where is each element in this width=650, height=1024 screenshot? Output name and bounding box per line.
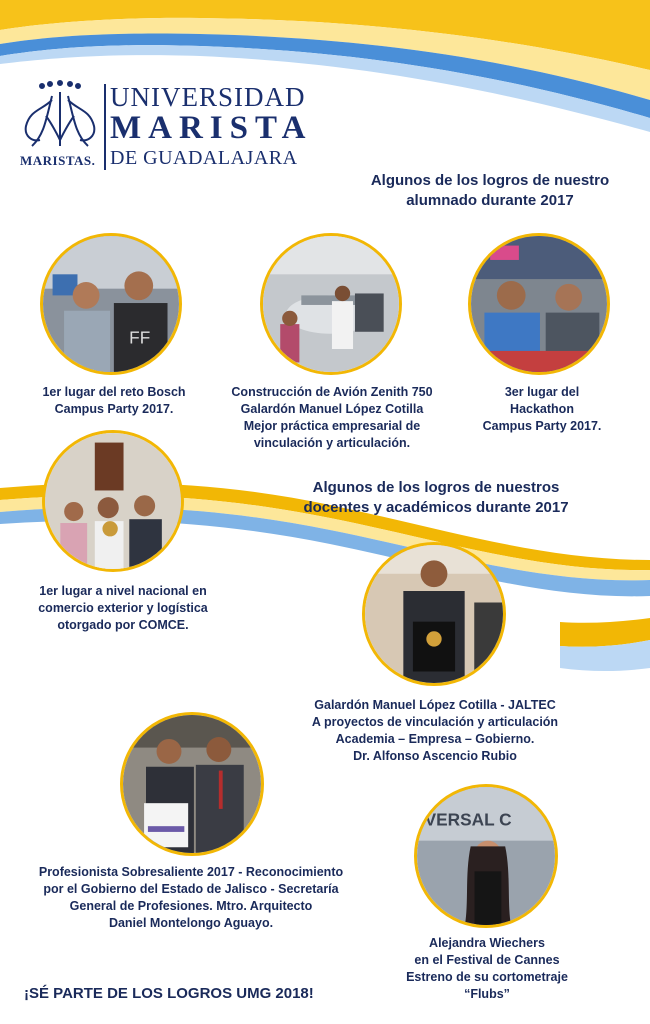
photo-comce-award (42, 430, 184, 572)
svg-text:VERSAL C: VERSAL C (424, 809, 512, 830)
students-heading: Algunos de los logros de nuestro alumnado durante 2017 (370, 172, 610, 209)
caption-jaltec: Galardón Manuel López Cotilla - JALTEC A proyectos de vinculación y articulación Academia – Empresa – Gobierno. Dr. Alfonso Ascencio Rubio (311, 698, 559, 763)
photo-jaltec-award (362, 542, 506, 686)
caption-comce: 1er lugar a nivel nacional en comercio exterior y logística otorgado por COMCE. (38, 584, 208, 632)
call-to-action: ¡SÉ PARTE DE LOS LOGROS UMG 2018! (24, 985, 314, 1002)
photo-zenith-airplane (260, 233, 402, 375)
caption-hackathon: 3er lugar del Hackathon Campus Party 2017. (482, 385, 602, 433)
university-name-line1: UNIVERSIDAD (110, 82, 306, 112)
caption-cannes: Alejandra Wiechers en el Festival de Cannes Estreno de su cortometraje “Flubs” (406, 936, 568, 1001)
faculty-heading: Algunos de los logros de nuestros docentes y académicos durante 2017 (303, 479, 569, 516)
photo-bosch-winners (40, 233, 182, 375)
university-name-line2: MARISTA (110, 110, 313, 146)
maristas-wordmark: MARISTAS. (20, 153, 96, 168)
logo-divider (104, 84, 106, 170)
caption-profesionista: Profesionista Sobresaliente 2017 - Reconocimiento por el Gobierno del Estado de Jalisco - Secretaría General de Profesiones. Mtro. Arquitecto Daniel Montelongo Aguayo. (38, 865, 344, 930)
photo-cannes-festival (414, 784, 558, 928)
photo-hackathon (468, 233, 610, 375)
photo-profesionista-award (120, 712, 264, 856)
svg-text:FF: FF (129, 327, 151, 348)
caption-zenith: Construcción de Avión Zenith 750 Galardón Manuel López Cotilla Mejor práctica empresarial de vinculación y articulación. (231, 385, 433, 450)
caption-bosch: 1er lugar del reto Bosch Campus Party 2017. (42, 385, 186, 416)
university-name-line3: DE GUADALAJARA (110, 147, 298, 169)
